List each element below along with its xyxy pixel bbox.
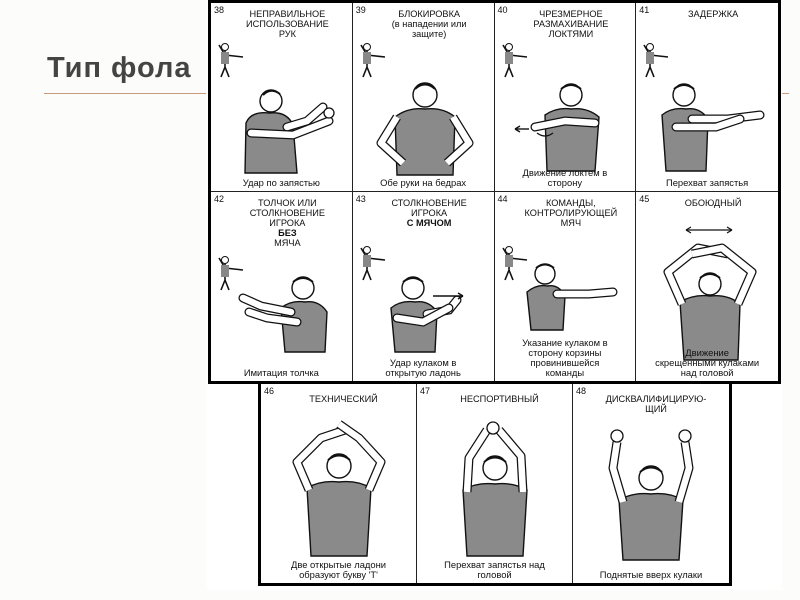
slide-title: Тип фола xyxy=(47,52,192,84)
signal-title: ОБОЮДНЫЙ xyxy=(684,198,742,208)
referee-hands-on-hips-figure xyxy=(353,3,495,192)
signal-caption: Удар по запястью xyxy=(242,177,320,188)
signal-title: ДИСКВАЛИФИЦИРУЮ- ЩИЙ xyxy=(605,394,707,414)
signal-title: КОМАНДЫ, КОНТРОЛИРУЮЩЕЙ МЯЧ xyxy=(524,198,618,228)
signal-title: НЕПРАВИЛЬНОЕ ИСПОЛЬЗОВАНИЕ РУК xyxy=(246,9,329,39)
signal-number: 45 xyxy=(639,194,650,204)
referee-grab-wrist-figure xyxy=(636,3,778,192)
signal-number: 38 xyxy=(214,5,225,15)
signal-caption: Поднятые вверх кулаки xyxy=(599,569,703,580)
signal-number: 48 xyxy=(576,386,587,396)
signal-subtitle: (в нападении или защите) xyxy=(391,19,467,39)
signal-card-45 xyxy=(636,192,778,381)
signal-caption: Движение скрещенными кулаками над головой xyxy=(655,347,760,378)
signal-number: 42 xyxy=(214,194,225,204)
signal-card-40 xyxy=(495,3,637,192)
signal-title: ТЕХНИЧЕСКИЙ xyxy=(309,394,378,404)
signal-number: 44 xyxy=(497,194,508,204)
signal-number: 39 xyxy=(355,5,366,15)
signal-title: НЕСПОРТИВНЫЙ xyxy=(460,394,539,404)
signal-title: ЗАДЕРЖКА xyxy=(687,9,739,19)
signal-caption: Две открытые ладони образуют букву 'Т' xyxy=(290,559,387,580)
signal-card-42 xyxy=(211,192,353,381)
signal-card-48 xyxy=(573,384,729,583)
signal-number: 40 xyxy=(497,5,508,15)
signal-caption: Обе руки на бедрах xyxy=(380,177,467,188)
referee-push-figure xyxy=(211,192,353,381)
signal-card-38 xyxy=(211,3,353,192)
signal-number: 47 xyxy=(420,386,431,396)
signal-title-main: ТОЛЧОК ИЛИ СТОЛКНОВЕНИЕ ИГРОКА xyxy=(249,198,326,228)
signal-caption: Перехват запястья xyxy=(665,177,749,188)
referee-raised-fists-figure xyxy=(573,384,729,583)
signals-grid-top xyxy=(208,0,781,384)
signal-number: 43 xyxy=(355,194,366,204)
signals-grid-bottom xyxy=(258,381,732,586)
referee-wrist-overhead-figure xyxy=(417,384,573,583)
signal-number: 46 xyxy=(264,386,275,396)
signal-title-main: СТОЛКНОВЕНИЕ ИГРОКА xyxy=(391,198,467,218)
signal-caption: Удар кулаком в открытую ладонь xyxy=(385,357,461,378)
signal-card-47 xyxy=(417,384,573,583)
signal-title-emphasis: С МЯЧОМ xyxy=(406,218,452,228)
signal-caption: Движение локтем в сторону xyxy=(522,167,608,188)
signal-card-41 xyxy=(636,3,778,192)
signal-title-end: МЯЧА xyxy=(274,238,301,248)
signal-card-39 xyxy=(353,3,495,192)
signal-card-44 xyxy=(495,192,637,381)
signal-caption: Имитация толчка xyxy=(243,367,319,378)
referee-hit-wrist-figure xyxy=(211,3,353,192)
referee-technical-t-figure xyxy=(261,384,417,583)
referee-elbow-swing-figure xyxy=(495,3,637,192)
signal-caption: Указание кулаком в сторону корзины провинившейся команды xyxy=(522,337,608,378)
signal-title: ЧРЕЗМЕРНОЕ РАЗМАХИВАНИЕ ЛОКТЯМИ xyxy=(533,9,609,39)
signal-title-main: БЛОКИРОВКА xyxy=(398,9,461,19)
signal-caption: Перехват запястья над головой xyxy=(444,559,545,580)
referee-fist-palm-figure xyxy=(353,192,495,381)
signal-number: 41 xyxy=(639,5,650,15)
signal-card-43 xyxy=(353,192,495,381)
signal-card-46 xyxy=(261,384,417,583)
signal-title-emphasis: БЕЗ xyxy=(278,228,297,238)
